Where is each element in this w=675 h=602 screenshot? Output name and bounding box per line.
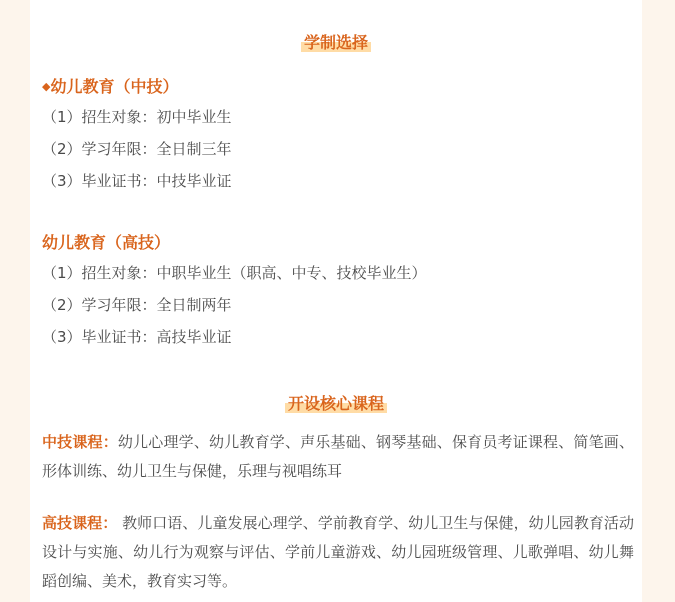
list-item: （3）毕业证书：中技毕业证 — [42, 172, 232, 190]
content-card — [30, 0, 642, 602]
list-item: （2）学习年限：全日制三年 — [42, 140, 232, 158]
zhongji-courses-paragraph — [42, 428, 634, 486]
gaoji-courses-text: 教师口语、儿童发展心理学、学前教育学、幼儿卫生与保健，幼儿园教育活动设计与实施、幼儿行为观察与评估、学前儿童游戏、幼儿园班级管理、儿歌弹唱、幼儿舞蹈创编、美术，教育实习等。 — [42, 514, 634, 590]
list-item: （1）招生对象：初中毕业生 — [42, 108, 232, 126]
gaoji-courses-label: 高技课程： — [42, 514, 118, 532]
list-item: （2）学习年限：全日制两年 — [42, 296, 232, 314]
diamond-bullet-icon: ◆ — [42, 80, 51, 93]
list-item: （1）招生对象：中职毕业生（职高、中专、技校毕业生） — [42, 264, 427, 282]
section-title-program: 学制选择 — [30, 33, 642, 52]
heading-gaoji: 幼儿教育（高技） — [42, 233, 171, 252]
list-item: （3）毕业证书：高技毕业证 — [42, 328, 232, 346]
zhongji-courses-text: 幼儿心理学、幼儿教育学、声乐基础、钢琴基础、保育员考证课程、简笔画、形体训练、幼儿卫生与保健，乐理与视唱练耳 — [42, 433, 634, 480]
gaoji-courses-paragraph — [42, 509, 634, 596]
section-title-courses: 开设核心课程 — [30, 394, 642, 413]
zhongji-courses-label: 中技课程： — [42, 433, 118, 451]
heading-zhongji: ◆幼儿教育（中技） — [42, 77, 179, 96]
